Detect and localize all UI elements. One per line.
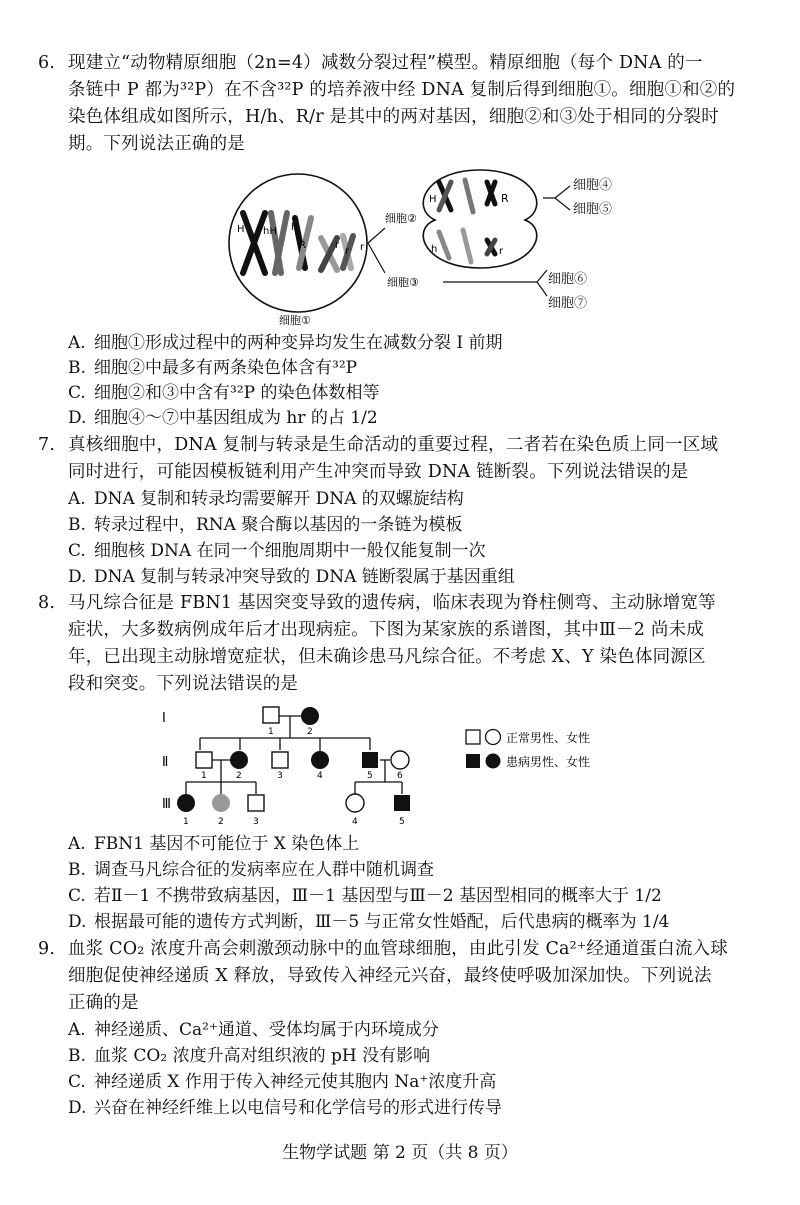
svg-text:6: 6: [397, 771, 403, 781]
cell2-label: 细胞②: [385, 212, 417, 225]
cell2-chromosomes: [439, 180, 495, 262]
gen-2-label: Ⅱ: [162, 755, 169, 770]
II-4-affected-female: [311, 751, 329, 769]
legend-affected-female: [486, 754, 501, 769]
q6-number: 6.: [38, 53, 56, 73]
svg-text:2: 2: [236, 771, 242, 781]
III-4-normal-female: [346, 794, 364, 812]
III-3-normal-male: [248, 795, 264, 811]
q9-line-2: 细胞促使神经递质 X 释放，导致传入神经元兴奋，最终使呼吸加深加快。下列说法: [68, 966, 712, 986]
svg-text:r: r: [345, 246, 350, 257]
svg-text:1: 1: [183, 817, 189, 827]
q8-line-3: 年，已出现主动脉增宽症状，但未确诊患马凡综合征。不考虑 X、Y 染色体同源区: [68, 647, 706, 667]
svg-text:R: R: [299, 240, 306, 251]
q9-option-d: D. 兴奋在神经纤维上以电信号和化学信号的形式进行传导: [68, 1098, 502, 1118]
svg-text:h: h: [291, 222, 298, 233]
q6-line-3: 染色体组成如图所示，H/h、R/r 是其中的两对基因，细胞②和③处于相同的分裂时: [68, 107, 719, 127]
gen-3-label: Ⅲ: [162, 797, 171, 812]
svg-text:r: r: [499, 246, 504, 257]
cell6-label: 细胞⑥: [548, 272, 588, 287]
q8-line-2: 症状，大多数病例成年后才出现病症。下图为某家族的系谱图，其中Ⅲ－2 尚未成: [68, 620, 704, 640]
q6-option-d: D. 细胞④～⑦中基因组成为 hr 的占 1/2: [68, 408, 378, 428]
page-footer: 生物学试题 第 2 页（共 8 页）: [282, 1143, 518, 1163]
q6-option-b: B. 细胞②中最多有两条染色体含有³²P: [68, 358, 358, 378]
q8-option-c: C. 若Ⅱ－1 不携带致病基因，Ⅲ－1 基因型与Ⅲ－2 基因型相同的概率大于 1/2: [68, 886, 662, 906]
svg-text:5: 5: [367, 771, 373, 781]
svg-text:3: 3: [253, 817, 259, 827]
cell1-label: 细胞①: [279, 314, 311, 327]
II-5-affected-male: [362, 752, 378, 768]
II-6-normal-female: [391, 751, 409, 769]
svg-text:H: H: [429, 194, 437, 205]
q8-option-d: D. 根据最可能的遗传方式判断，Ⅲ－5 与正常女性婚配，后代患病的概率为 1/4: [68, 912, 670, 932]
q6-line-4: 期。下列说法正确的是: [68, 134, 245, 154]
svg-text:1: 1: [268, 727, 274, 737]
q8-number: 8.: [38, 593, 56, 613]
q6-cell-figure: [225, 158, 588, 330]
q6-option-a: A. 细胞①形成过程中的两种变异均发生在减数分裂 I 前期: [68, 333, 503, 353]
svg-text:r: r: [360, 242, 365, 253]
cell5-label: 细胞⑤: [573, 202, 613, 217]
svg-text:H: H: [237, 224, 245, 235]
svg-text:h: h: [431, 244, 438, 255]
gen-1-label: I: [162, 711, 166, 726]
q7-option-d: D. DNA 复制与转录冲突导致的 DNA 链断裂属于基因重组: [68, 567, 515, 587]
svg-text:1: 1: [201, 771, 207, 781]
svg-text:R: R: [501, 192, 509, 205]
III-2-grey-female: [212, 794, 230, 812]
q7-option-c: C. 细胞核 DNA 在同一个细胞周期中一般仅能复制一次: [68, 541, 486, 561]
I-1-normal-male: [263, 707, 279, 723]
II-2-affected-female: [230, 751, 248, 769]
legend-normal-female: [486, 730, 501, 745]
q9-line-1: 9. 血浆 CO₂ 浓度升高会刺激颈动脉中的血管球细胞，由此引发 Ca²⁺经通道蛋白流入球: [38, 936, 728, 962]
q6-option-c: C. 细胞②和③中含有³²P 的染色体数相等: [68, 383, 380, 403]
q9-option-a: A. 神经递质、Ca²⁺通道、受体均属于内环境成分: [68, 1020, 439, 1040]
cell7-label: 细胞⑦: [548, 296, 588, 311]
q8-pedigree-figure: [150, 700, 650, 830]
q8-line-4: 段和突变。下列说法错误的是: [68, 674, 299, 694]
q8-option-b: B. 调查马凡综合征的发病率应在人群中随机调查: [68, 860, 434, 880]
II-3-normal-male: [272, 752, 288, 768]
III-5-affected-male: [394, 795, 410, 811]
q6-line-2: 条链中 P 都为³²P）在不含³²P 的培养液中经 DNA 复制后得到细胞①。细胞①和②的: [68, 80, 736, 100]
q7-line-2: 同时进行，可能因模板链利用产生冲突而导致 DNA 链断裂。下列说法错误的是: [68, 462, 689, 482]
svg-text:5: 5: [399, 817, 405, 827]
q9-option-b: B. 血浆 CO₂ 浓度升高对组织液的 pH 没有影响: [68, 1046, 431, 1066]
svg-text:2: 2: [218, 817, 224, 827]
legend-affected-male: [466, 754, 480, 768]
q9-line-3: 正确的是: [68, 993, 139, 1013]
legend-normal-male: [466, 730, 480, 744]
I-2-affected-female: [301, 707, 319, 725]
svg-text:4: 4: [352, 817, 358, 827]
q8-line-1: 8. 马凡综合征是 FBN1 基因突变导致的遗传病，临床表现为脊柱侧弯、主动脉增宽等: [38, 590, 716, 616]
q7-option-a: A. DNA 复制和转录均需要解开 DNA 的双螺旋结构: [68, 489, 464, 509]
svg-text:2: 2: [307, 727, 313, 737]
svg-text:r: r: [335, 240, 340, 251]
svg-text:hH: hH: [263, 226, 277, 237]
cell4-label: 细胞④: [573, 178, 613, 193]
III-1-affected-female: [177, 794, 195, 812]
II-1-normal-male: [196, 752, 212, 768]
q7-option-b: B. 转录过程中，RNA 聚合酶以基因的一条链为模板: [68, 515, 463, 535]
legend-normal-label: 正常男性、女性: [506, 731, 591, 745]
q7-number: 7.: [38, 435, 56, 455]
cell3-label: 细胞③: [387, 276, 419, 289]
q9-number: 9.: [38, 939, 56, 959]
q6-line-1: 6. 现建立“动物精原细胞（2n=4）减数分裂过程”模型。精原细胞（每个 DNA 的一: [38, 50, 703, 76]
q7-line-1: 7. 真核细胞中，DNA 复制与转录是生命活动的重要过程，二者若在染色质上同一区域: [38, 432, 718, 458]
svg-text:3: 3: [277, 771, 283, 781]
q9-option-c: C. 神经递质 X 作用于传入神经元使其胞内 Na⁺浓度升高: [68, 1072, 497, 1092]
svg-text:4: 4: [317, 771, 323, 781]
legend-affected-label: 患病男性、女性: [506, 755, 591, 769]
q8-option-a: A. FBN1 基因不可能位于 X 染色体上: [68, 834, 360, 854]
